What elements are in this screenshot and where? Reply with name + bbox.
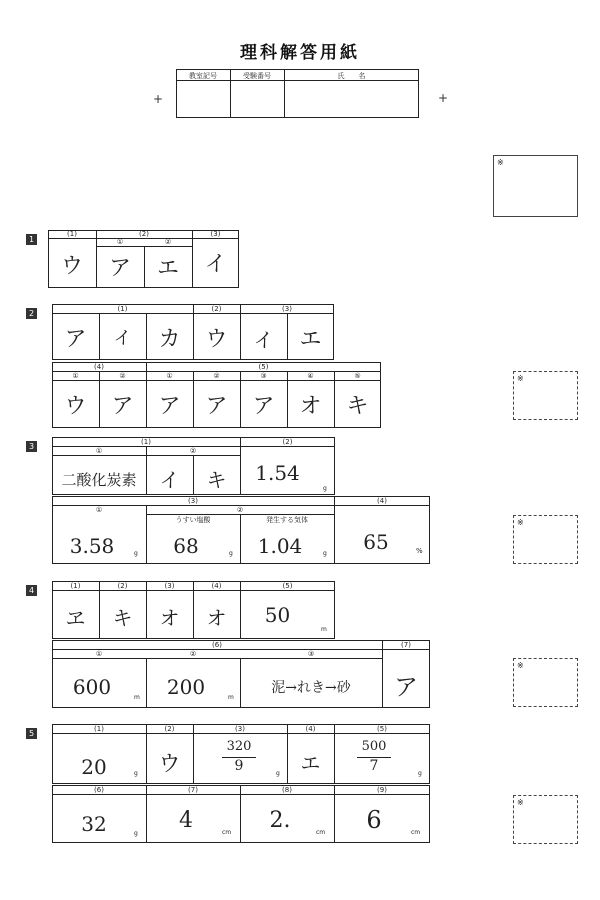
q2-sub: ⑤ bbox=[354, 372, 361, 380]
q3-header-3: (3) bbox=[188, 497, 198, 505]
q3-sub-gas-label: 発生する気体 bbox=[266, 516, 308, 524]
q5-answer-1[interactable]: 20 bbox=[81, 755, 107, 779]
classroom-label: 教室記号 bbox=[189, 72, 217, 80]
score-mark: ※ bbox=[517, 798, 524, 807]
unit-label: m bbox=[134, 694, 140, 701]
q5-header-5: (5) bbox=[377, 725, 387, 733]
q1-header-2: (2) bbox=[139, 230, 149, 238]
unit-label: g bbox=[276, 770, 280, 777]
q2-sub: ② bbox=[119, 372, 126, 380]
q1-answer-2-1[interactable]: ア bbox=[108, 256, 131, 281]
q2-answer-5-2[interactable]: ア bbox=[205, 394, 228, 419]
exam-number-label: 受験番号 bbox=[243, 72, 271, 80]
q2-answer-1-2[interactable]: イ bbox=[113, 328, 132, 349]
q5-answer-9[interactable]: 6 bbox=[366, 806, 382, 834]
q2-answer-1-3[interactable]: カ bbox=[158, 327, 181, 352]
unit-label: m bbox=[321, 626, 327, 633]
exam-number-field[interactable] bbox=[231, 81, 283, 117]
q4-sub-1: ① bbox=[95, 650, 103, 658]
q4-answer-3[interactable]: オ bbox=[159, 606, 180, 630]
q4-header-5: (5) bbox=[282, 582, 293, 590]
q2-answer-3-1[interactable]: イ bbox=[253, 328, 274, 352]
q2-sub: ① bbox=[166, 372, 173, 380]
score-mark: ※ bbox=[517, 518, 524, 527]
unit-label: g bbox=[134, 770, 138, 777]
q4-header-1: (1) bbox=[70, 582, 81, 590]
question-number-4: 4 bbox=[26, 585, 37, 596]
q5-header-7: (7) bbox=[188, 786, 198, 794]
q4-header-4: (4) bbox=[211, 582, 222, 590]
q1-sub-2: ② bbox=[164, 238, 172, 246]
q4-sub-3: ③ bbox=[307, 650, 315, 658]
q3-answer-3-2a[interactable]: 68 bbox=[173, 534, 199, 558]
q3-answer-1-1[interactable]: 二酸化炭素 bbox=[61, 471, 137, 489]
q5-answer-7[interactable]: 4 bbox=[179, 808, 193, 833]
q3-sub-2: ② bbox=[189, 447, 197, 455]
q4-answer-1[interactable]: ヱ bbox=[65, 606, 86, 630]
q3-sub-3-2: ② bbox=[236, 506, 244, 514]
q3-answer-2[interactable]: 1.54 bbox=[255, 461, 300, 485]
q5-header-9: (9) bbox=[377, 786, 387, 794]
q4-sub-2: ② bbox=[189, 650, 197, 658]
q2-sub: ③ bbox=[260, 372, 267, 380]
q2-sub: ④ bbox=[307, 372, 314, 380]
score-mark: ※ bbox=[517, 661, 524, 670]
q4-header-3: (3) bbox=[164, 582, 175, 590]
q5-answer-6[interactable]: 32 bbox=[81, 812, 107, 836]
q5-header-1: (1) bbox=[94, 725, 104, 733]
q1-sub-1: ① bbox=[116, 238, 124, 246]
q3-sub-dilute-label: うすい塩酸 bbox=[175, 516, 211, 524]
unit-label: % bbox=[416, 547, 423, 555]
q2-header-2: (2) bbox=[211, 305, 222, 313]
question-number-1: 1 bbox=[26, 234, 37, 245]
page-title: 理科解答用紙 bbox=[240, 43, 360, 63]
name-label: 氏 名 bbox=[337, 72, 366, 80]
q4-header-2: (2) bbox=[117, 582, 128, 590]
q5-answer-4[interactable]: エ bbox=[300, 751, 321, 775]
question-number-3: 3 bbox=[26, 441, 37, 452]
q4-answer-4[interactable]: オ bbox=[206, 606, 227, 630]
q4-header-6: (6) bbox=[212, 641, 222, 649]
q3-header-2: (2) bbox=[282, 438, 293, 446]
q4-answer-6-3[interactable]: 泥→れき→砂 bbox=[271, 680, 351, 696]
q2-answer-5-1[interactable]: ア bbox=[158, 394, 181, 419]
question-number-2: 2 bbox=[26, 308, 37, 319]
q5-answer-5-denominator: 7 bbox=[369, 758, 379, 774]
q1-header-3: (3) bbox=[210, 230, 221, 238]
q5-header-3: (3) bbox=[235, 725, 245, 733]
q3-sub-3-1: ① bbox=[95, 506, 103, 514]
q5-answer-8[interactable]: 2. bbox=[269, 808, 291, 833]
q3-answer-3-2b[interactable]: 1.04 bbox=[257, 534, 303, 558]
q3-header-4: (4) bbox=[377, 497, 387, 505]
unit-label: cm bbox=[316, 829, 326, 836]
q2-header-4: (4) bbox=[94, 363, 104, 371]
q5-header-8: (8) bbox=[282, 786, 292, 794]
q4-answer-7[interactable]: ア bbox=[394, 673, 418, 701]
q2-answer-4-2[interactable]: ア bbox=[111, 394, 134, 419]
unit-label: cm bbox=[222, 829, 232, 836]
unit-label: g bbox=[323, 485, 327, 492]
q4-answer-6-2[interactable]: 200 bbox=[166, 675, 206, 699]
q3-answer-1-2a[interactable]: イ bbox=[159, 468, 180, 492]
q1-answer-3[interactable]: イ bbox=[204, 252, 227, 277]
registration-mark-right: + bbox=[438, 91, 449, 105]
q2-answer-5-5[interactable]: キ bbox=[346, 394, 369, 419]
q2-header-3: (3) bbox=[282, 305, 292, 313]
q2-answer-1-1[interactable]: ア bbox=[64, 327, 87, 352]
unit-label: g bbox=[134, 830, 138, 837]
q2-header-1: (1) bbox=[117, 305, 128, 313]
q3-answer-1-2b[interactable]: キ bbox=[206, 468, 227, 492]
q2-answer-2[interactable]: ウ bbox=[205, 327, 228, 352]
q1-header-1: (1) bbox=[67, 230, 77, 238]
q2-sub: ② bbox=[213, 372, 220, 380]
unit-label: cm bbox=[411, 829, 421, 836]
q1-answer-2-2[interactable]: エ bbox=[156, 256, 179, 281]
q5-answer-5-numerator: 500 bbox=[361, 739, 387, 754]
q5-header-4: (4) bbox=[305, 725, 316, 733]
q3-answer-3-1[interactable]: 3.58 bbox=[69, 534, 115, 558]
q4-answer-6-1[interactable]: 600 bbox=[72, 675, 112, 699]
q3-header-1: (1) bbox=[141, 438, 151, 446]
q5-answer-3-numerator: 320 bbox=[226, 739, 252, 754]
unit-label: g bbox=[323, 550, 327, 557]
q2-sub: ① bbox=[72, 372, 79, 380]
q1-answer-1[interactable]: ウ bbox=[60, 254, 83, 279]
classroom-field[interactable] bbox=[177, 81, 229, 117]
unit-label: g bbox=[134, 550, 138, 557]
question-number-5: 5 bbox=[26, 728, 37, 739]
q2-header-5: (5) bbox=[258, 363, 269, 371]
total-score-box bbox=[493, 155, 578, 217]
q4-answer-2[interactable]: キ bbox=[112, 606, 133, 630]
q4-header-7: (7) bbox=[401, 641, 411, 649]
q5-answer-3-denominator: 9 bbox=[234, 758, 244, 774]
q2-answer-5-3[interactable]: ア bbox=[252, 394, 275, 419]
q5-header-2: (2) bbox=[164, 725, 175, 733]
q3-sub-1: ① bbox=[95, 447, 103, 455]
q3-answer-4[interactable]: 65 bbox=[363, 530, 389, 554]
score-mark: ※ bbox=[517, 374, 524, 383]
score-mark: ※ bbox=[497, 158, 504, 167]
q5-header-6: (6) bbox=[94, 786, 104, 794]
q4-answer-5[interactable]: 50 bbox=[264, 603, 291, 627]
registration-mark-left: + bbox=[153, 92, 164, 106]
q2-answer-5-4[interactable]: オ bbox=[299, 394, 322, 419]
q2-answer-3-2[interactable]: エ bbox=[299, 327, 322, 352]
unit-label: g bbox=[229, 550, 233, 557]
name-field[interactable] bbox=[285, 81, 418, 117]
unit-label: g bbox=[418, 770, 422, 777]
q2-answer-4-1[interactable]: ウ bbox=[64, 394, 87, 419]
unit-label: m bbox=[228, 694, 234, 701]
q5-answer-2[interactable]: ウ bbox=[158, 752, 181, 777]
